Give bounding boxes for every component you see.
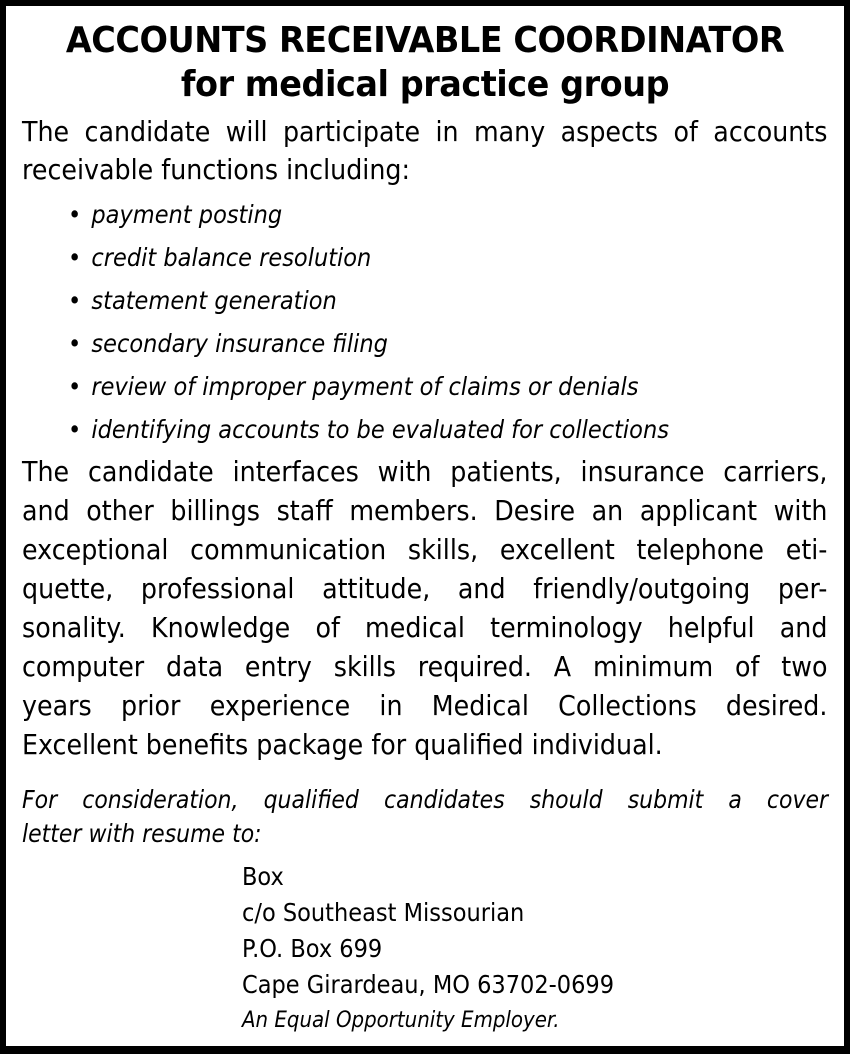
- duty-item: • credit balance resolution: [68, 243, 372, 272]
- ad-subtitle: for medical practice group: [180, 64, 670, 105]
- intro-line: The candidate will participate in many aspects of accounts: [22, 115, 828, 148]
- body-line: Excellent benefits package for qualified individual.: [22, 728, 663, 761]
- instructions-line: For consideration, qualified candidates should submit a cover: [22, 785, 829, 814]
- instructions-line: letter with resume to:: [22, 819, 262, 848]
- body-line: quette, professional attitude, and friendly/outgoing per-: [22, 572, 828, 605]
- body-line: computer data entry skills required. A minimum of two: [22, 650, 828, 683]
- ad-title: ACCOUNTS RECEIVABLE COORDINATOR: [65, 20, 785, 61]
- address-line: P.O. Box 699: [242, 934, 383, 963]
- bullet-icon: •: [68, 243, 82, 272]
- address-line: Cape Girardeau, MO 63702-0699: [242, 970, 615, 999]
- duty-item: • review of improper payment of claims or denials: [68, 372, 639, 401]
- job-ad: [6, 6, 844, 1046]
- body-line: exceptional communication skills, excellent telephone eti-: [22, 533, 828, 566]
- bullet-icon: •: [68, 286, 82, 315]
- bullet-icon: •: [68, 415, 82, 444]
- duty-item: • payment posting: [68, 200, 283, 229]
- body-line: sonality. Knowledge of medical terminology helpful and: [22, 611, 828, 644]
- duty-item: • statement generation: [68, 286, 337, 315]
- bullet-icon: •: [68, 329, 82, 358]
- body-line: and other billings staff members. Desire an applicant with: [22, 494, 828, 527]
- bullet-icon: •: [68, 200, 82, 229]
- bullet-icon: •: [68, 372, 82, 401]
- duty-item: • identifying accounts to be evaluated for collections: [68, 415, 669, 444]
- intro-line: receivable functions including:: [22, 153, 411, 186]
- body-line: years prior experience in Medical Collections desired.: [22, 689, 828, 722]
- eoe-statement: An Equal Opportunity Employer.: [242, 1008, 560, 1033]
- duty-item: • secondary insurance filing: [68, 329, 388, 358]
- body-line: The candidate interfaces with patients, insurance carriers,: [22, 455, 828, 488]
- address-line: c/o Southeast Missourian: [242, 898, 525, 927]
- address-line: Box: [242, 862, 284, 891]
